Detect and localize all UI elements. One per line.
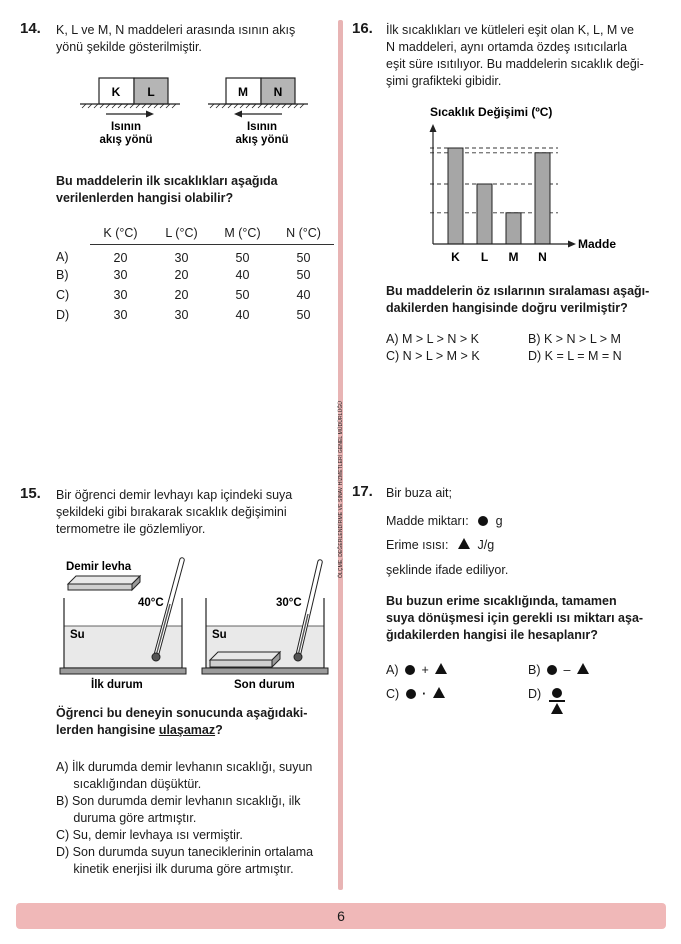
- q15-option-c[interactable]: C) Su, demir levhaya ısı vermiştir.: [56, 828, 243, 842]
- q14-text-line1: K, L ve M, N maddeleri arasında ısının akış: [56, 23, 296, 37]
- x-tick-label: N: [538, 250, 547, 264]
- x-axis-label: Madde: [578, 237, 617, 251]
- chart-title: Sıcaklık Değişimi (ºC): [430, 105, 553, 119]
- q17-after: şeklinde ifade ediliyor.: [386, 563, 509, 577]
- q15-text-line3: termometre ile gözlemliyor.: [56, 522, 206, 536]
- q16-bar-chart: [400, 100, 630, 270]
- q15-text-line2: şekildeki gibi bırakarak sıcaklık değişimini: [56, 505, 287, 519]
- water-second-label: Su: [212, 629, 227, 641]
- q16-number: 16.: [352, 20, 373, 37]
- q17-number: 17.: [352, 483, 373, 500]
- circle-symbol-icon: [478, 516, 488, 526]
- q15-option-d-line1[interactable]: D) Son durumda suyun taneciklerinin ortalama: [56, 845, 314, 859]
- q14-options-table: [56, 224, 334, 325]
- q16-text-line2: N maddeleri, aynı ortamda özdeş ısıtıcılarla: [386, 40, 628, 54]
- block-k-label: K: [111, 85, 121, 99]
- q16-option-c[interactable]: C) N > L > M > K: [386, 349, 480, 363]
- q16-text-line4: şimi grafikteki gibidir.: [386, 74, 502, 88]
- arrow-left-label-1: Isının: [110, 121, 142, 133]
- circle-icon: [406, 689, 416, 699]
- q16-option-d[interactable]: D) K = L = M = N: [528, 349, 622, 363]
- fraction-icon: [549, 686, 565, 714]
- caption-first: İlk durum: [91, 679, 143, 691]
- circle-icon: [552, 688, 562, 698]
- q15-underlined-word: ulaşamaz: [158, 723, 216, 737]
- table-row[interactable]: B) 30 20 40 50: [56, 267, 311, 282]
- q17-option-d[interactable]: D): [528, 686, 565, 714]
- mass-label: Madde miktarı:: [386, 514, 469, 528]
- circle-icon: [547, 665, 557, 675]
- triangle-symbol-icon: [458, 538, 470, 549]
- block-l-label: L: [147, 85, 155, 99]
- q16-text-line1: İlk sıcaklıkları ve kütleleri eşit olan K, L, M ve: [386, 23, 635, 37]
- q16-text-line3: eşit süre ısıtılıyor. Bu maddelerin sıcaklık deği-: [386, 57, 644, 71]
- q17-question-line1: Bu buzun erime sıcaklığında, tamamen: [386, 594, 617, 608]
- table-row[interactable]: A) 20 30 50 50: [56, 250, 311, 265]
- bar-n: [535, 153, 550, 244]
- q17-option-c[interactable]: C) ·: [386, 686, 445, 703]
- q15-text-line1: Bir öğrenci demir levhayı kap içindeki suya: [56, 488, 293, 502]
- q15-experiment-diagram: [58, 550, 333, 695]
- header-k: K (°C): [90, 224, 151, 244]
- q14-question-line1: Bu maddelerin ilk sıcaklıkları aşağıda: [56, 174, 278, 188]
- x-tick-label: M: [508, 250, 519, 264]
- caption-second: Son durum: [234, 679, 295, 691]
- heat-label: Erime ısısı:: [386, 538, 449, 552]
- q17-option-b[interactable]: B) –: [528, 662, 589, 679]
- q17-heat-row: Erime ısısı: J/g: [386, 538, 495, 552]
- q14-text-line2: yönü şekilde gösterilmiştir.: [56, 40, 202, 54]
- arrow-right-label-1: Isının: [246, 121, 278, 133]
- temp-second: 30°C: [276, 597, 302, 609]
- q16-question-line1: Bu maddelerin öz ısılarının sıralaması aşağı-: [386, 284, 650, 298]
- arrow-right-label-2: akış yönü: [235, 134, 289, 146]
- q15-question-line1: Öğrenci bu deneyin sonucunda aşağıdaki-: [56, 706, 308, 720]
- q17-mass-row: Madde miktarı: g: [386, 514, 503, 528]
- container-second: [202, 668, 328, 674]
- q14-number: 14.: [20, 20, 41, 37]
- plate-label: Demir levha: [66, 561, 132, 573]
- q15-option-a-line1[interactable]: A) İlk durumda demir levhanın sıcaklığı, suyun: [56, 760, 313, 774]
- x-tick-label: L: [480, 250, 489, 264]
- x-tick-label: K: [451, 250, 460, 264]
- q15-option-d-line2: kinetik enerjisi ilk duruma göre artmıştır.: [56, 862, 294, 876]
- circle-icon: [405, 665, 415, 675]
- container-first: [60, 668, 186, 674]
- arrow-left-label-2: akış yönü: [99, 134, 153, 146]
- q16-option-a[interactable]: A) M > L > N > K: [386, 332, 479, 346]
- q16-question-line2: dakilerden hangisinde doğru verilmiştir?: [386, 301, 628, 315]
- table-row[interactable]: D) 30 30 40 50: [56, 307, 311, 322]
- q15-number: 15.: [20, 485, 41, 502]
- q16-option-b[interactable]: B) K > N > L > M: [528, 332, 621, 346]
- side-watermark: ÖLÇME, DEĞERLENDİRME VE SINAV HİZMETLERİ GENEL MÜDÜRLÜĞÜ: [338, 400, 344, 578]
- q17-question-line2: suya dönüşmesi için gerekli ısı miktarı aşa-: [386, 611, 644, 625]
- triangle-icon: [551, 703, 563, 714]
- header-m: M (°C): [212, 224, 273, 244]
- q17-option-a[interactable]: A) +: [386, 662, 447, 679]
- triangle-icon: [435, 663, 447, 674]
- temp-first: 40°C: [138, 597, 164, 609]
- q14-question-line2: verilenlerden hangisi olabilir?: [56, 191, 234, 205]
- q15-option-a-line2: sıcaklığından düşüktür.: [56, 777, 202, 791]
- q15-option-b-line2: duruma göre artmıştır.: [56, 811, 197, 825]
- block-n-label: N: [273, 85, 283, 99]
- q14-heat-flow-diagram: [78, 74, 318, 149]
- triangle-icon: [577, 663, 589, 674]
- q15-question-line2: lerden hangisine ulaşamaz?: [56, 723, 223, 737]
- block-m-label: M: [238, 85, 248, 99]
- q15-option-b-line1[interactable]: B) Son durumda demir levhanın sıcaklığı, ilk: [56, 794, 301, 808]
- bar-l: [477, 184, 492, 244]
- triangle-icon: [433, 687, 445, 698]
- bar-m: [506, 213, 521, 244]
- q17-intro: Bir buza ait;: [386, 486, 453, 500]
- table-row[interactable]: C) 30 20 50 40: [56, 287, 311, 302]
- header-l: L (°C): [151, 224, 212, 244]
- header-n: N (°C): [273, 224, 334, 244]
- bar-k: [448, 148, 463, 244]
- water-first-label: Su: [70, 629, 85, 641]
- page-footer: [16, 903, 666, 929]
- q17-question-line3: ğıdakilerden hangisi ile hesaplanır?: [386, 628, 598, 642]
- fraction-bar: [549, 700, 565, 702]
- page-number: 6: [337, 908, 345, 924]
